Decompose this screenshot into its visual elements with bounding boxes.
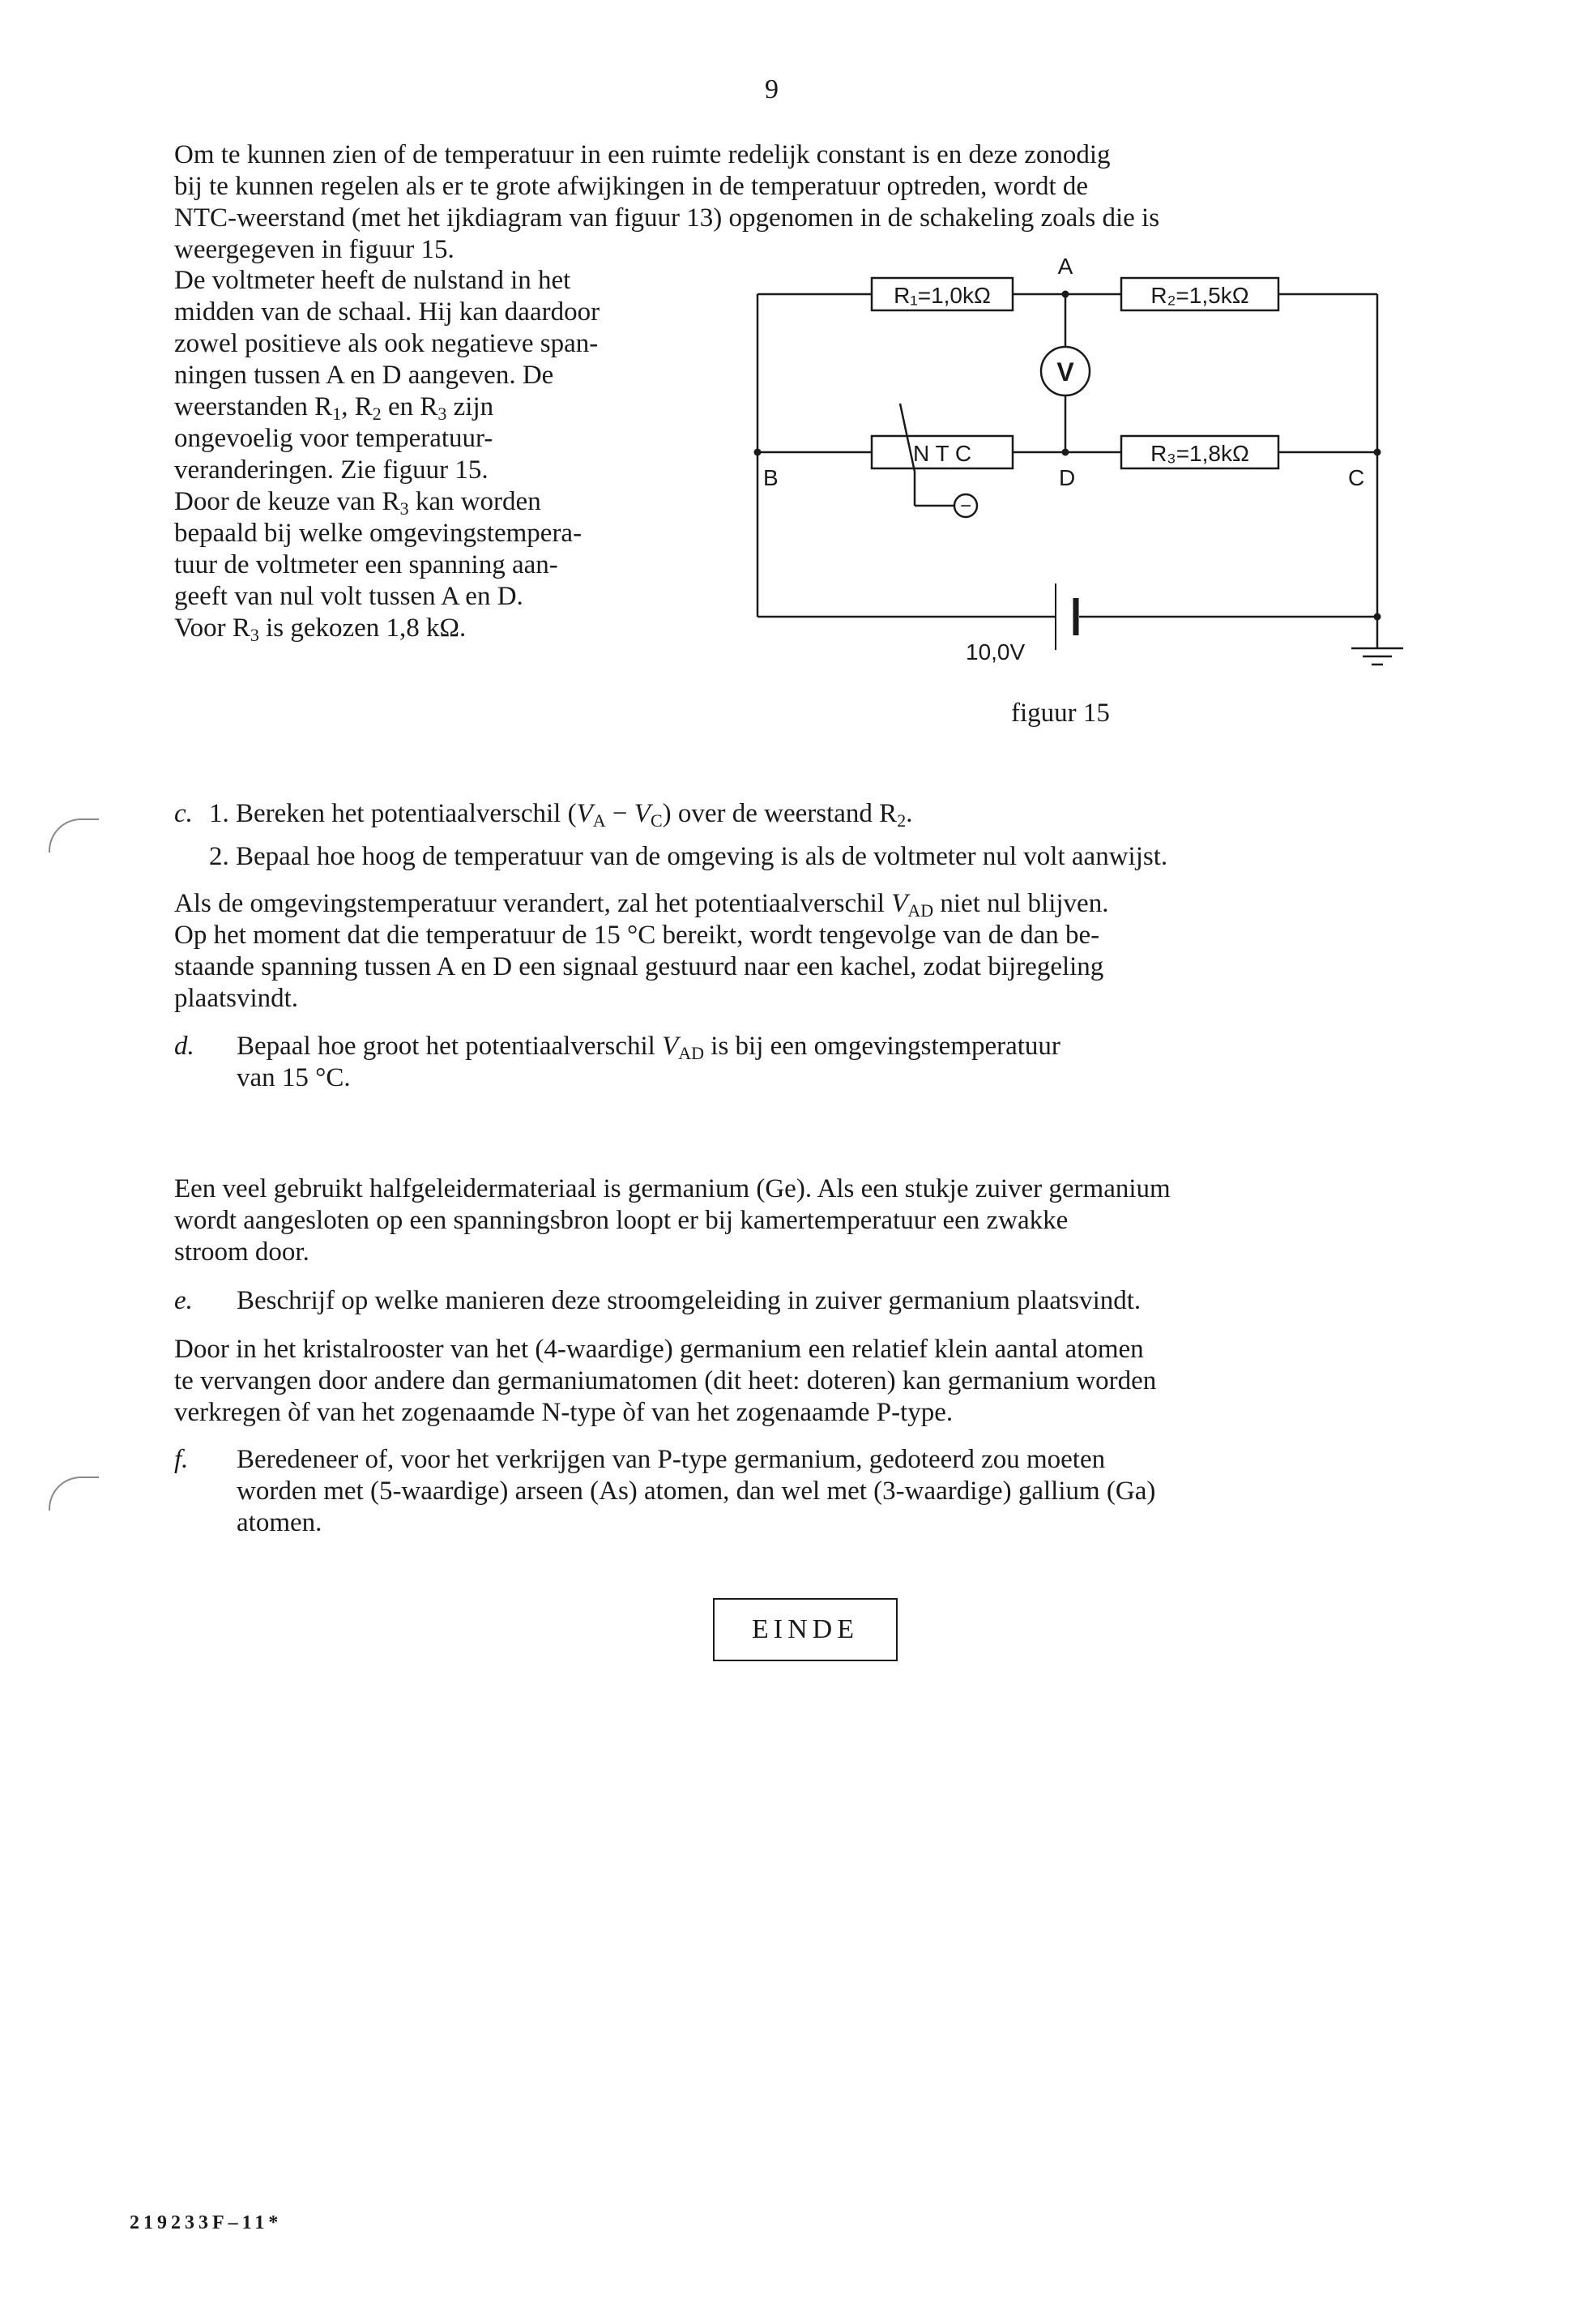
node-dot-a	[1062, 291, 1069, 298]
node-c-label: C	[1348, 465, 1365, 490]
left-line: tuur de voltmeter een spanning aan-	[174, 550, 558, 579]
left-line: zowel positieve als ook negatieve span-	[174, 329, 599, 358]
minus-symbol: −	[959, 495, 972, 517]
doping-paragraph	[174, 1334, 1422, 1429]
question-e-label: e.	[174, 1286, 193, 1315]
circuit-figure-15	[745, 251, 1410, 689]
question-d-label: d.	[174, 1032, 194, 1061]
left-line: geeft van nul volt tussen A en D.	[174, 582, 523, 611]
doping-line: verkregen òf van het zogenaamde N-type òf van het zogenaamde P-type.	[174, 1398, 954, 1427]
question-f-line: atomen.	[237, 1508, 322, 1537]
question-f-line: Beredeneer of, voor het verkrijgen van P-type germanium, gedoteerd zou moeten	[237, 1445, 1106, 1474]
circuit-diagram	[745, 251, 1410, 689]
temperature-paragraph	[174, 888, 1422, 1015]
margin-mark-lower	[49, 1477, 99, 1511]
temperature-line: plaatsvindt.	[174, 984, 299, 1013]
left-line-keuze: Door de keuze van $R_3$ kan worden	[174, 487, 541, 519]
germanium-paragraph	[174, 1173, 1422, 1268]
footer-code: 219233F–11*	[130, 2212, 283, 2233]
temperature-line: Op het moment dat die temperatuur de 15 °C bereikt, wordt tengevolge van de dan be-	[174, 921, 1100, 950]
germanium-line: wordt aangesloten op een spanningsbron loopt er bij kamertemperatuur een zwakke	[174, 1206, 1069, 1235]
intro-line: weergegeven in figuur 15.	[174, 235, 454, 264]
temperature-line-1: Als de omgevingstemperatuur verandert, zal het potentiaalverschil $V_{AD}$ niet nul blijven.	[174, 889, 1109, 921]
left-line: De voltmeter heeft de nulstand in het	[174, 266, 571, 295]
germanium-line: Een veel gebruikt halfgeleidermateriaal is germanium (Ge). Als een stukje zuiver germanium	[174, 1174, 1171, 1203]
temperature-line: staande spanning tussen A en D een signaal gestuurd naar een kachel, zodat bijregeling	[174, 952, 1104, 981]
node-b-label: B	[763, 465, 779, 490]
node-d-label: D	[1059, 465, 1076, 490]
question-d-text: Bepaal hoe groot het potentiaalverschil $V_{AD}$ is bij een omgevingstemperatuur	[237, 1032, 1060, 1063]
node-dot-d	[1062, 449, 1069, 456]
node-dot-ground	[1374, 613, 1381, 621]
left-line: bepaald bij welke omgevingstempera-	[174, 519, 582, 548]
question-f-label: f.	[174, 1445, 189, 1474]
question-e-text: Beschrijf op welke manieren deze stroomgeleiding in zuiver germanium plaatsvindt.	[237, 1286, 1142, 1315]
node-dot-b	[754, 449, 762, 456]
left-line: ningen tussen A en D aangeven. De	[174, 361, 554, 390]
doping-line: Door in het kristalrooster van het (4-waardige) germanium een relatief klein aantal atomen	[174, 1335, 1144, 1364]
end-box: EINDE	[713, 1598, 898, 1661]
intro-line: NTC-weerstand (met het ijkdiagram van figuur 13) opgenomen in de schakeling zoals die is	[174, 203, 1160, 233]
question-f-line: worden met (5-waardige) arseen (As) atomen, dan wel met (3-waardige) gallium (Ga)	[237, 1477, 1156, 1506]
battery-label: 10,0V	[966, 639, 1026, 665]
left-column-text	[174, 265, 725, 644]
left-line-voor: Voor $R_3$ is gekozen 1,8 kΩ.	[174, 613, 467, 645]
node-dot-c	[1374, 449, 1381, 456]
r3-label: R₃=1,8kΩ	[1150, 441, 1249, 466]
germanium-line: stroom door.	[174, 1237, 309, 1267]
question-d-text-line2: van 15 °C.	[237, 1063, 351, 1092]
intro-paragraph	[174, 139, 1422, 266]
left-line-resistors: weerstanden $R_1$, $R_2$ en $R_3$ zijn	[174, 392, 494, 424]
intro-line: Om te kunnen zien of de temperatuur in een ruimte redelijk constant is en deze zonodig	[174, 140, 1111, 169]
left-line: ongevoelig voor temperatuur-	[174, 424, 493, 453]
ntc-label: N T C	[912, 441, 972, 466]
ground-symbol	[1351, 648, 1403, 665]
r2-label: R₂=1,5kΩ	[1150, 283, 1249, 308]
margin-mark-upper	[49, 818, 99, 853]
left-line: midden van de schaal. Hij kan daardoor	[174, 297, 600, 327]
question-c-label: c.	[174, 799, 193, 828]
page-number: 9	[765, 75, 779, 105]
figure-caption: figuur 15	[1011, 699, 1110, 728]
question-c2: 2. Bepaal hoe hoog de temperatuur van de omgeving is als de voltmeter nul volt aanwijst.	[209, 842, 1168, 871]
left-line: veranderingen. Zie figuur 15.	[174, 455, 489, 485]
question-c1-text: 1. Bereken het potentiaalverschil $(V_A - V_C)$ over de weerstand $R_2$.	[209, 799, 913, 831]
intro-line: bij te kunnen regelen als er te grote afwijkingen in de temperatuur optreden, wordt de	[174, 172, 1089, 201]
voltmeter-label: V	[1056, 357, 1074, 387]
node-a-label: A	[1057, 254, 1073, 279]
r1-label: R₁=1,0kΩ	[894, 283, 991, 308]
doping-line: te vervangen door andere dan germaniumatomen (dit heet: doteren) kan germanium worden	[174, 1366, 1157, 1395]
